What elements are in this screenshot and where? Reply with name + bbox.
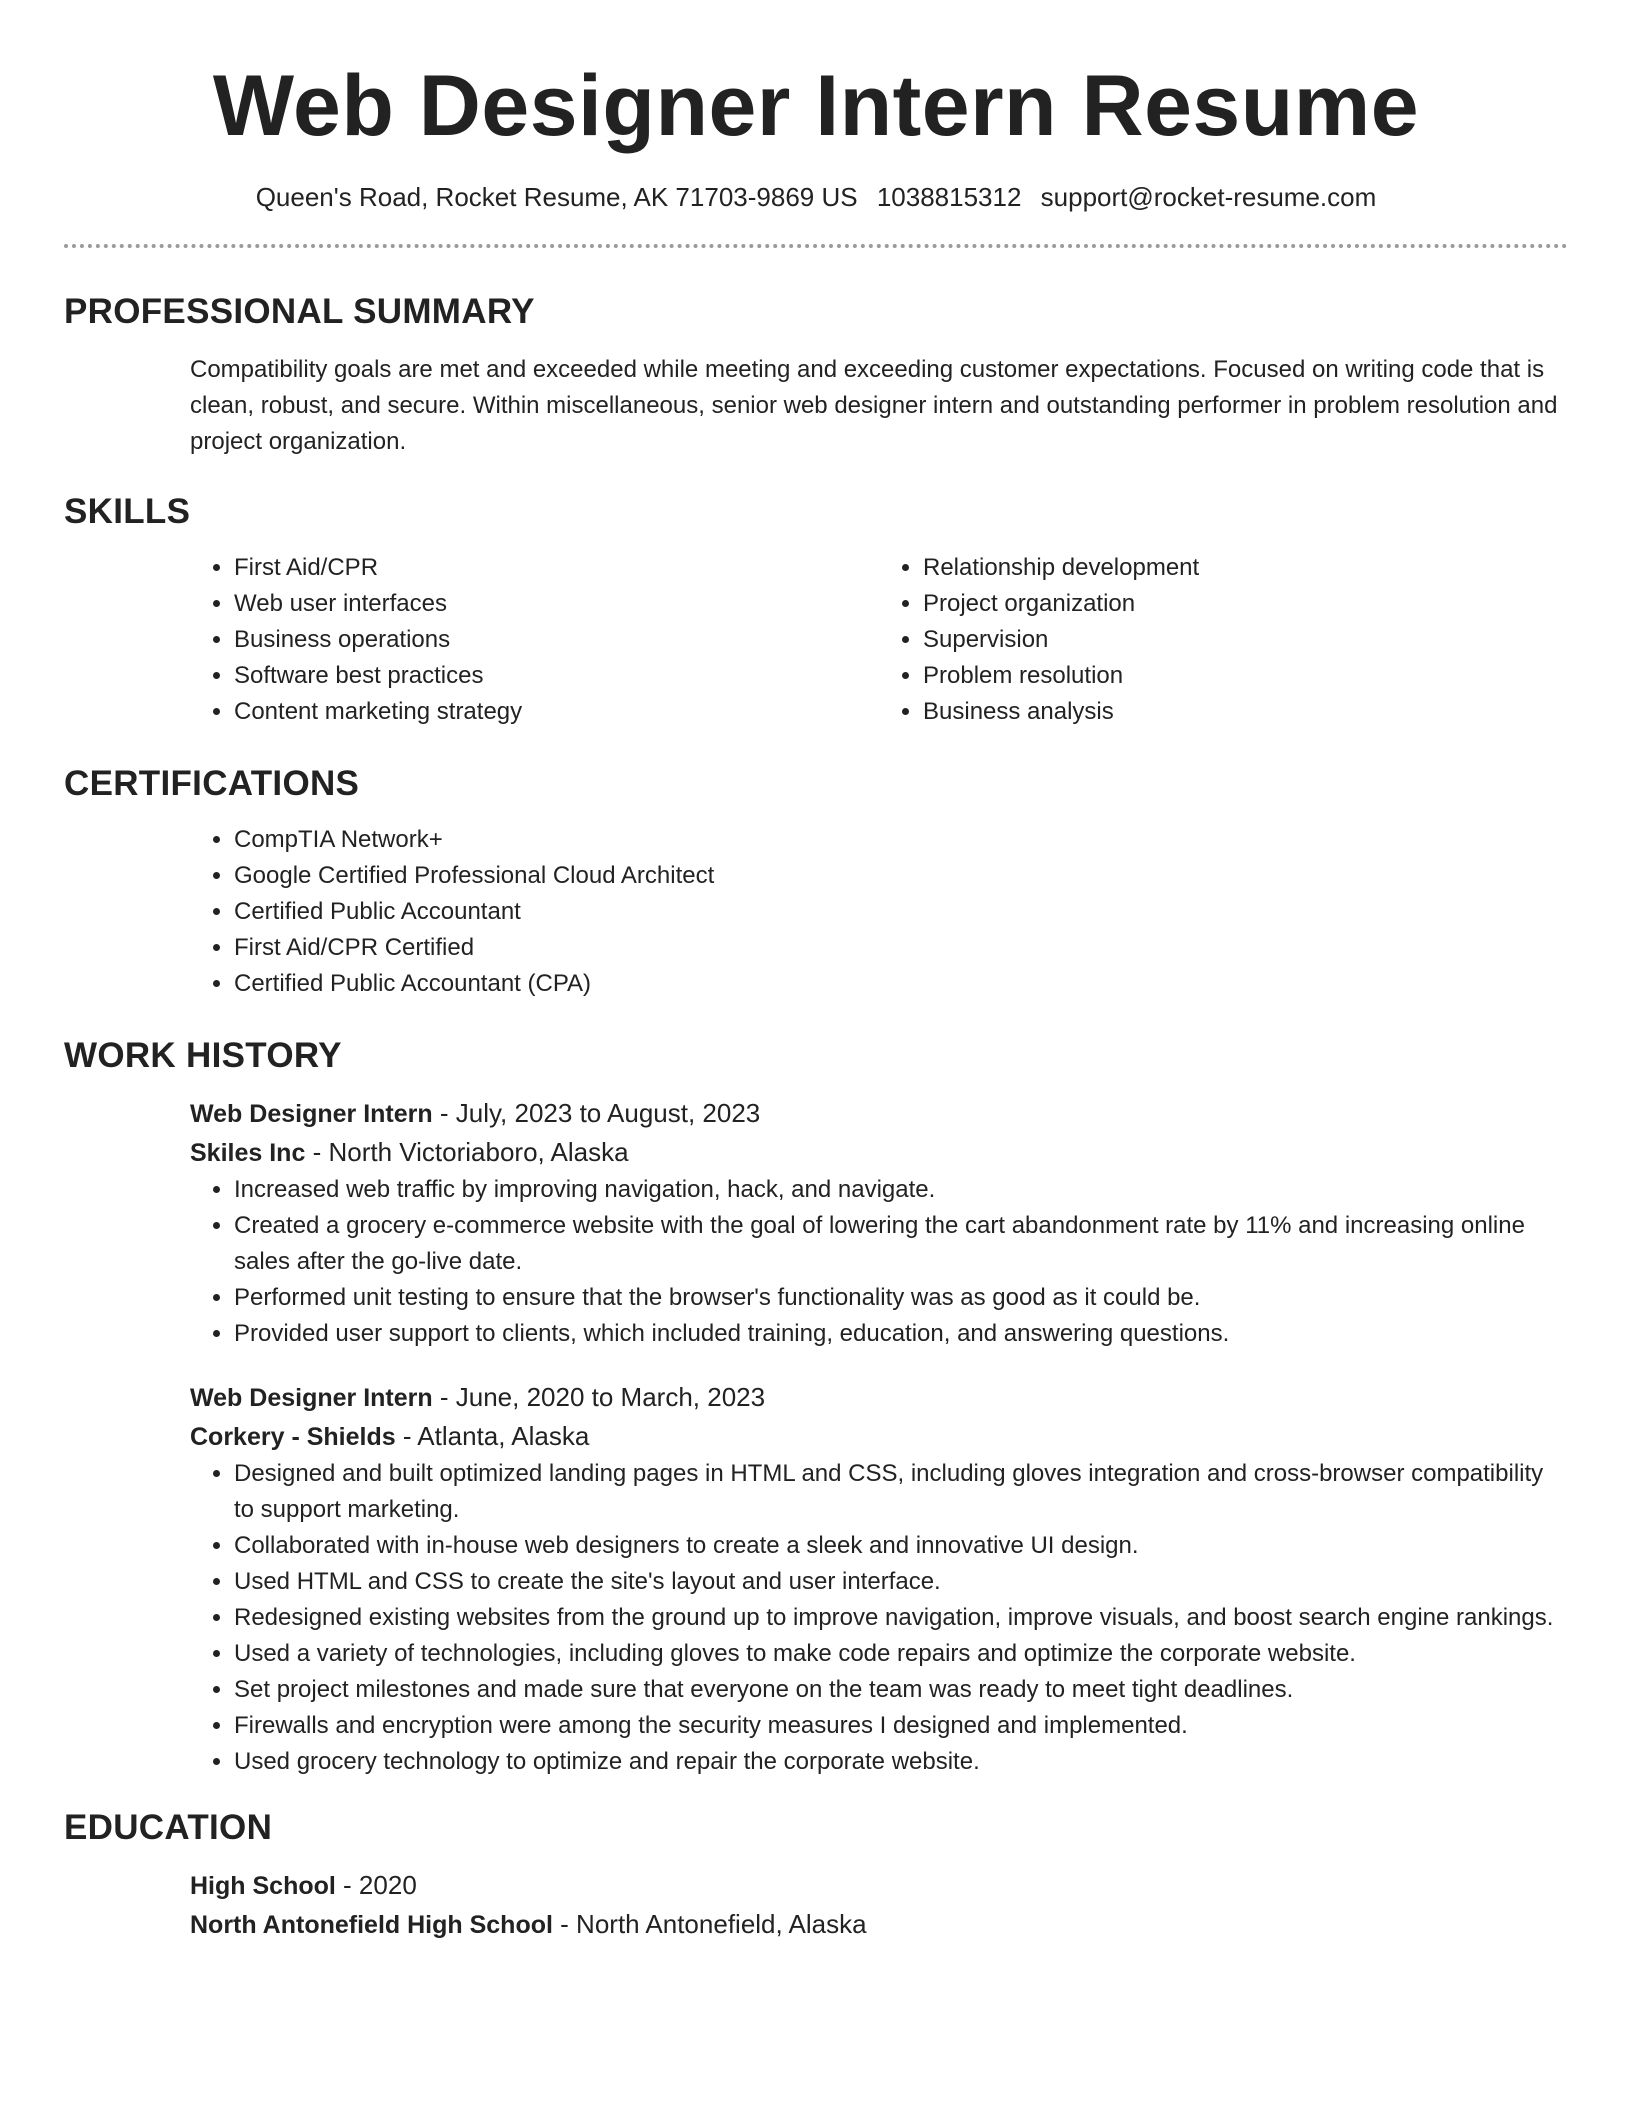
summary-heading: PROFESSIONAL SUMMARY <box>64 292 535 331</box>
job-company-line <box>190 1133 1568 1172</box>
education-heading: EDUCATION <box>64 1808 273 1847</box>
job-company-line <box>190 1417 1568 1456</box>
certification-item: • First Aid/CPR Certified <box>234 930 1568 966</box>
job-bullet: • Used grocery technology to optimize and repair the corporate website. <box>234 1744 1568 1780</box>
education-location: - North Antonefield, Alaska <box>552 1909 867 1939</box>
resume-title: Web Designer Intern Resume <box>212 58 1420 154</box>
job-bullet: • Used HTML and CSS to create the site's layout and user interface. <box>234 1564 1568 1600</box>
job-bullets <box>190 1456 1568 1780</box>
job-title-line <box>190 1378 1568 1417</box>
education-school-line <box>190 1905 1568 1944</box>
skill-item: • Business operations <box>234 622 879 658</box>
certification-item: • Certified Public Accountant (CPA) <box>234 966 1568 1002</box>
job-company: Corkery - Shields <box>190 1423 396 1451</box>
education-year: - 2020 <box>335 1870 417 1900</box>
job-dates: - June, 2020 to March, 2023 <box>432 1382 766 1412</box>
contact-line <box>64 180 1568 214</box>
job-bullet: • Provided user support to clients, which included training, education, and answering questions. <box>234 1316 1568 1352</box>
education-school: North Antonefield High School <box>190 1911 553 1939</box>
certifications-list <box>190 822 1568 1002</box>
job-bullet: • Firewalls and encryption were among the security measures I designed and implemented. <box>234 1708 1568 1744</box>
education-degree: High School <box>190 1872 336 1900</box>
skill-item: • Supervision <box>923 622 1568 658</box>
job-bullet: • Increased web traffic by improving navigation, hack, and navigate. <box>234 1172 1568 1208</box>
job-location: - North Victoriaboro, Alaska <box>305 1137 629 1167</box>
work-history-heading: WORK HISTORY <box>64 1036 342 1075</box>
job-bullet: • Designed and built optimized landing pages in HTML and CSS, including gloves integration and cross-browser compatibility to support marketing. <box>234 1456 1568 1528</box>
skill-item: • Business analysis <box>923 694 1568 730</box>
job-bullets <box>190 1172 1568 1352</box>
job-bullet: • Set project milestones and made sure that everyone on the team was ready to meet tight deadlines. <box>234 1672 1568 1708</box>
certifications-heading: CERTIFICATIONS <box>64 764 360 803</box>
education-section <box>190 1866 1568 1944</box>
skill-item: • Project organization <box>923 586 1568 622</box>
job-bullet: • Used a variety of technologies, including gloves to make code repairs and optimize the corporate website. <box>234 1636 1568 1672</box>
certification-item: • CompTIA Network+ <box>234 822 1568 858</box>
skill-item: • Software best practices <box>234 658 879 694</box>
job-entry <box>190 1378 1568 1780</box>
job-entry <box>190 1094 1568 1352</box>
contact-address: Queen's Road, Rocket Resume, AK 71703-9869 US <box>255 182 858 212</box>
header-divider <box>64 244 1568 248</box>
job-title-line <box>190 1094 1568 1133</box>
skill-item: • First Aid/CPR <box>234 550 879 586</box>
skills-section <box>190 550 1568 730</box>
contact-email: support@rocket-resume.com <box>1040 182 1377 212</box>
job-title: Web Designer Intern <box>190 1384 433 1412</box>
certification-item: • Google Certified Professional Cloud Architect <box>234 858 1568 894</box>
certifications-section <box>190 822 1568 1002</box>
resume-page <box>64 0 1568 1944</box>
skills-list-left <box>190 550 879 730</box>
contact-phone: 1038815312 <box>876 182 1022 212</box>
skill-item: • Relationship development <box>923 550 1568 586</box>
certification-item: • Certified Public Accountant <box>234 894 1568 930</box>
work-history-section <box>190 1094 1568 1780</box>
job-dates: - July, 2023 to August, 2023 <box>432 1098 761 1128</box>
skill-item: • Content marketing strategy <box>234 694 879 730</box>
summary-section <box>190 352 1568 460</box>
job-bullet: • Performed unit testing to ensure that the browser's functionality was as good as it could be. <box>234 1280 1568 1316</box>
skills-heading: SKILLS <box>64 492 191 531</box>
job-location: - Atlanta, Alaska <box>395 1421 590 1451</box>
education-degree-line <box>190 1866 1568 1905</box>
job-bullet: • Redesigned existing websites from the ground up to improve navigation, improve visuals, and boost search engine rankings. <box>234 1600 1568 1636</box>
job-title: Web Designer Intern <box>190 1100 433 1128</box>
job-company: Skiles Inc <box>190 1139 306 1167</box>
job-bullet: • Collaborated with in-house web designers to create a sleek and innovative UI design. <box>234 1528 1568 1564</box>
skill-item: • Problem resolution <box>923 658 1568 694</box>
skills-list-right <box>879 550 1568 730</box>
skill-item: • Web user interfaces <box>234 586 879 622</box>
summary-text: Compatibility goals are met and exceeded while meeting and exceeding customer expectations. Focused on writing code that is clean, robust, and secure. Within miscellaneous, senior web designer intern and outstanding performer in problem resolution and project organization. <box>190 356 1558 455</box>
job-bullet: • Created a grocery e-commerce website with the goal of lowering the cart abandonment rate by 11% and increasing online sales after the go-live date. <box>234 1208 1568 1280</box>
